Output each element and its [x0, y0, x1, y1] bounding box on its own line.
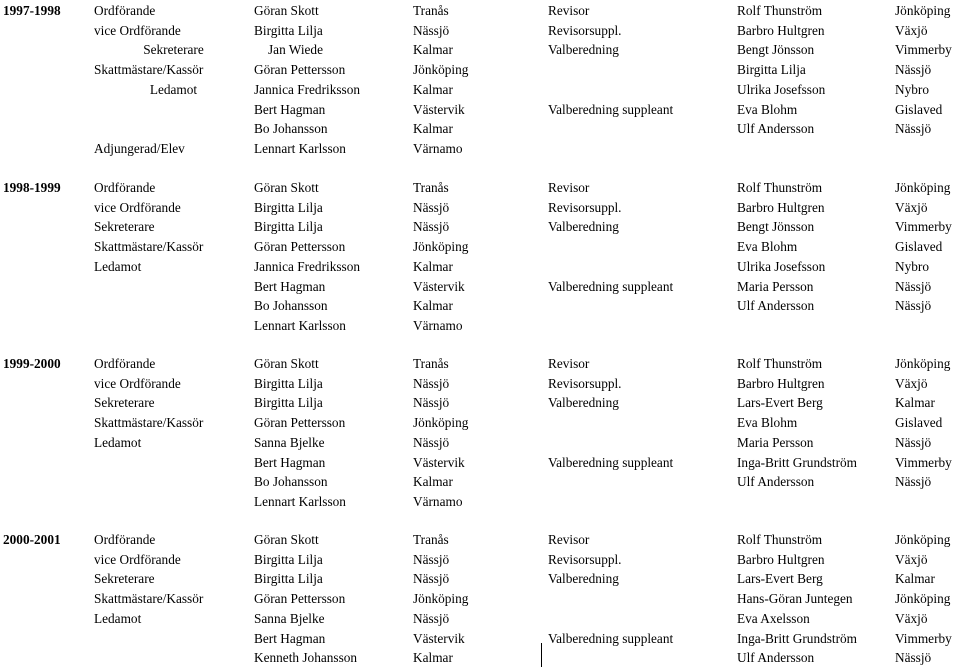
- member-name: Birgitta Lilja: [254, 375, 323, 391]
- aux-member-city: Vimmerby: [895, 630, 952, 646]
- role-label: Ordförande: [94, 356, 156, 371]
- aux-member-city: Nässjö: [895, 434, 932, 450]
- role-label: Ledamot: [94, 434, 142, 450]
- role-label: Sekreterare: [94, 571, 155, 587]
- roster-row: [0, 217, 959, 237]
- aux-member-name: Barbro Hultgren: [737, 199, 825, 215]
- aux-member-city: Gislaved: [895, 101, 943, 117]
- roster-row: [0, 433, 959, 453]
- member-name: Birgitta Lilja: [254, 395, 323, 411]
- member-name: Birgitta Lilja: [254, 22, 323, 38]
- aux-member-name: Lars-Evert Berg: [737, 571, 823, 587]
- member-city: Nässjö: [413, 551, 450, 567]
- member-name: Göran Pettersson: [254, 62, 346, 78]
- member-city: Kalmar: [413, 474, 453, 490]
- roster-row: [0, 609, 959, 629]
- member-city: Tranås: [413, 180, 449, 195]
- member-name: Birgitta Lilja: [254, 551, 323, 567]
- member-name: Bert Hagman: [254, 278, 326, 294]
- member-name: Birgitta Lilja: [254, 571, 323, 587]
- aux-member-name: Birgitta Lilja: [737, 62, 806, 78]
- role-label: Skattmästare/Kassör: [94, 591, 204, 607]
- aux-role-label: Valberedning suppleant: [548, 454, 674, 470]
- member-name: Jannica Fredriksson: [254, 81, 360, 97]
- member-city: Kalmar: [413, 42, 453, 58]
- roster-row: [0, 60, 959, 80]
- roster-row: [0, 374, 959, 394]
- aux-role-label: Revisorsuppl.: [548, 22, 622, 38]
- aux-member-city: Kalmar: [895, 571, 935, 587]
- member-name: Lennart Karlsson: [254, 317, 346, 333]
- aux-member-name: Eva Blohm: [737, 415, 798, 431]
- aux-member-city: Jönköping: [895, 532, 951, 547]
- roster-row: [0, 257, 959, 277]
- member-name: Sanna Bjelke: [254, 434, 325, 450]
- member-city: Kalmar: [413, 81, 453, 97]
- aux-member-name: Ulf Andersson: [737, 650, 815, 666]
- aux-member-city: Nässjö: [895, 121, 932, 137]
- roster-row: [0, 296, 959, 316]
- member-city: Värnamo: [413, 140, 463, 156]
- role-label: Ordförande: [94, 3, 156, 18]
- member-name: Göran Skott: [254, 356, 319, 371]
- member-city: Västervik: [413, 454, 465, 470]
- aux-member-city: Nybro: [895, 81, 929, 97]
- member-city: Nässjö: [413, 375, 450, 391]
- aux-member-name: Barbro Hultgren: [737, 22, 825, 38]
- member-name: Jan Wiede: [268, 42, 323, 58]
- aux-member-name: Rolf Thunström: [737, 356, 823, 371]
- role-label: Adjungerad/Elev: [94, 140, 185, 156]
- aux-member-name: Ulf Andersson: [737, 474, 815, 490]
- aux-role-label: Valberedning: [548, 571, 619, 587]
- roster-row: [0, 453, 959, 473]
- member-city: Nässjö: [413, 199, 450, 215]
- member-name: Bo Johansson: [254, 121, 328, 137]
- aux-member-city: Växjö: [895, 199, 928, 215]
- aux-role-label: Valberedning suppleant: [548, 630, 674, 646]
- aux-role-label: Valberedning suppleant: [548, 101, 674, 117]
- year-label: 1999-2000: [3, 356, 61, 371]
- roster-row: [0, 472, 959, 492]
- aux-member-name: Inga-Britt Grundström: [737, 630, 858, 646]
- member-name: Bert Hagman: [254, 630, 326, 646]
- aux-member-city: Vimmerby: [895, 454, 952, 470]
- member-city: Västervik: [413, 630, 465, 646]
- aux-member-city: Nybro: [895, 258, 929, 274]
- roster-row: [0, 648, 959, 668]
- member-name: Bo Johansson: [254, 298, 328, 314]
- aux-member-city: Nässjö: [895, 278, 932, 294]
- aux-role-label: Valberedning suppleant: [548, 278, 674, 294]
- member-city: Västervik: [413, 278, 465, 294]
- aux-member-name: Ulf Andersson: [737, 298, 815, 314]
- role-label: Ledamot: [94, 258, 142, 274]
- aux-member-city: Nässjö: [895, 650, 932, 666]
- aux-member-name: Ulf Andersson: [737, 121, 815, 137]
- aux-member-name: Maria Persson: [737, 278, 814, 294]
- aux-member-city: Jönköping: [895, 356, 951, 371]
- role-label: vice Ordförande: [94, 375, 181, 391]
- member-city: Tranås: [413, 532, 449, 547]
- aux-member-city: Nässjö: [895, 298, 932, 314]
- roster-row: [0, 530, 959, 550]
- aux-member-city: Vimmerby: [895, 42, 952, 58]
- member-name: Lennart Karlsson: [254, 493, 346, 509]
- aux-role-label: Revisor: [548, 180, 590, 195]
- role-label: vice Ordförande: [94, 551, 181, 567]
- member-city: Nässjö: [413, 395, 450, 411]
- member-city: Kalmar: [413, 650, 453, 666]
- member-city: Jönköping: [413, 591, 469, 607]
- member-city: Västervik: [413, 101, 465, 117]
- aux-member-name: Hans-Göran Juntegen: [737, 591, 853, 607]
- member-city: Jönköping: [413, 239, 469, 255]
- member-name: Kenneth Johansson: [254, 650, 358, 666]
- aux-member-city: Kalmar: [895, 395, 935, 411]
- aux-role-label: Revisor: [548, 356, 590, 371]
- aux-member-city: Jönköping: [895, 3, 951, 18]
- aux-member-city: Vimmerby: [895, 219, 952, 235]
- role-label: vice Ordförande: [94, 22, 181, 38]
- member-name: Bo Johansson: [254, 474, 328, 490]
- member-city: Nässjö: [413, 571, 450, 587]
- member-name: Göran Pettersson: [254, 239, 346, 255]
- aux-member-city: Växjö: [895, 610, 928, 626]
- year-label: 1998-1999: [3, 180, 61, 195]
- aux-role-label: Revisorsuppl.: [548, 199, 622, 215]
- aux-member-city: Nässjö: [895, 474, 932, 490]
- aux-member-name: Bengt Jönsson: [737, 219, 815, 235]
- aux-role-label: Revisorsuppl.: [548, 375, 622, 391]
- member-name: Göran Skott: [254, 532, 319, 547]
- aux-role-label: Valberedning: [548, 42, 619, 58]
- roster-row: [0, 550, 959, 570]
- roster-row: [0, 139, 959, 159]
- roster-row: [0, 1, 959, 21]
- role-label: Sekreterare: [143, 42, 204, 58]
- aux-member-city: Växjö: [895, 551, 928, 567]
- aux-member-name: Lars-Evert Berg: [737, 395, 823, 411]
- roster-row: [0, 629, 959, 649]
- member-city: Kalmar: [413, 121, 453, 137]
- aux-role-label: Revisor: [548, 3, 590, 18]
- roster-row: [0, 316, 959, 336]
- roster-row: [0, 40, 959, 60]
- roster-row: [0, 198, 959, 218]
- role-label: Ledamot: [149, 81, 198, 97]
- aux-member-city: Nässjö: [895, 62, 932, 78]
- member-city: Nässjö: [413, 22, 450, 38]
- aux-member-name: Eva Axelsson: [737, 610, 810, 626]
- roster-row: [0, 569, 959, 589]
- aux-role-label: Valberedning: [548, 219, 619, 235]
- member-name: Birgitta Lilja: [254, 219, 323, 235]
- aux-member-city: Växjö: [895, 22, 928, 38]
- role-label: vice Ordförande: [94, 199, 181, 215]
- role-label: Sekreterare: [94, 219, 155, 235]
- member-name: Göran Skott: [254, 180, 319, 195]
- aux-member-name: Rolf Thunström: [737, 532, 823, 547]
- aux-member-name: Ulrika Josefsson: [737, 258, 826, 274]
- member-name: Göran Pettersson: [254, 591, 346, 607]
- aux-member-name: Bengt Jönsson: [737, 42, 815, 58]
- aux-member-name: Rolf Thunström: [737, 3, 823, 18]
- member-city: Tranås: [413, 356, 449, 371]
- member-name: Göran Skott: [254, 3, 319, 18]
- aux-member-city: Jönköping: [895, 180, 951, 195]
- roster-row: [0, 277, 959, 297]
- member-name: Lennart Karlsson: [254, 140, 346, 156]
- role-label: Ordförande: [94, 180, 156, 195]
- aux-member-name: Ulrika Josefsson: [737, 81, 826, 97]
- roster-row: [0, 413, 959, 433]
- member-city: Jönköping: [413, 415, 469, 431]
- role-label: Skattmästare/Kassör: [94, 415, 204, 431]
- aux-member-name: Barbro Hultgren: [737, 551, 825, 567]
- aux-member-name: Eva Blohm: [737, 239, 798, 255]
- aux-role-label: Valberedning: [548, 395, 619, 411]
- member-name: Bert Hagman: [254, 101, 326, 117]
- member-city: Kalmar: [413, 258, 453, 274]
- role-label: Ledamot: [94, 610, 142, 626]
- role-label: Skattmästare/Kassör: [94, 62, 204, 78]
- roster-row: [0, 237, 959, 257]
- roster-row: [0, 589, 959, 609]
- member-city: Nässjö: [413, 219, 450, 235]
- member-city: Nässjö: [413, 434, 450, 450]
- aux-member-city: Gislaved: [895, 239, 943, 255]
- roster-row: [0, 80, 959, 100]
- aux-member-name: Rolf Thunström: [737, 180, 823, 195]
- member-name: Jannica Fredriksson: [254, 258, 360, 274]
- member-city: Jönköping: [413, 62, 469, 78]
- member-city: Värnamo: [413, 317, 463, 333]
- aux-member-city: Växjö: [895, 375, 928, 391]
- year-label: 1997-1998: [3, 3, 61, 18]
- member-city: Värnamo: [413, 493, 463, 509]
- roster-row: [0, 21, 959, 41]
- aux-member-city: Jönköping: [895, 591, 951, 607]
- role-label: Sekreterare: [94, 395, 155, 411]
- member-city: Kalmar: [413, 298, 453, 314]
- role-label: Skattmästare/Kassör: [94, 239, 204, 255]
- role-label: Ordförande: [94, 532, 156, 547]
- aux-member-name: Maria Persson: [737, 434, 814, 450]
- member-name: Sanna Bjelke: [254, 610, 325, 626]
- roster-row: [0, 393, 959, 413]
- aux-member-city: Gislaved: [895, 415, 943, 431]
- member-name: Bert Hagman: [254, 454, 326, 470]
- member-city: Tranås: [413, 3, 449, 18]
- aux-role-label: Revisor: [548, 532, 590, 547]
- aux-member-name: Barbro Hultgren: [737, 375, 825, 391]
- aux-member-name: Eva Blohm: [737, 101, 798, 117]
- roster-row: [0, 354, 959, 374]
- aux-member-name: Inga-Britt Grundström: [737, 454, 858, 470]
- aux-role-label: Revisorsuppl.: [548, 551, 622, 567]
- roster-row: [0, 492, 959, 512]
- roster-row: [0, 119, 959, 139]
- member-name: Göran Pettersson: [254, 415, 346, 431]
- roster-row: [0, 178, 959, 198]
- member-name: Birgitta Lilja: [254, 199, 323, 215]
- member-city: Nässjö: [413, 610, 450, 626]
- roster-row: [0, 100, 959, 120]
- column-divider: [541, 643, 542, 667]
- year-label: 2000-2001: [3, 532, 61, 547]
